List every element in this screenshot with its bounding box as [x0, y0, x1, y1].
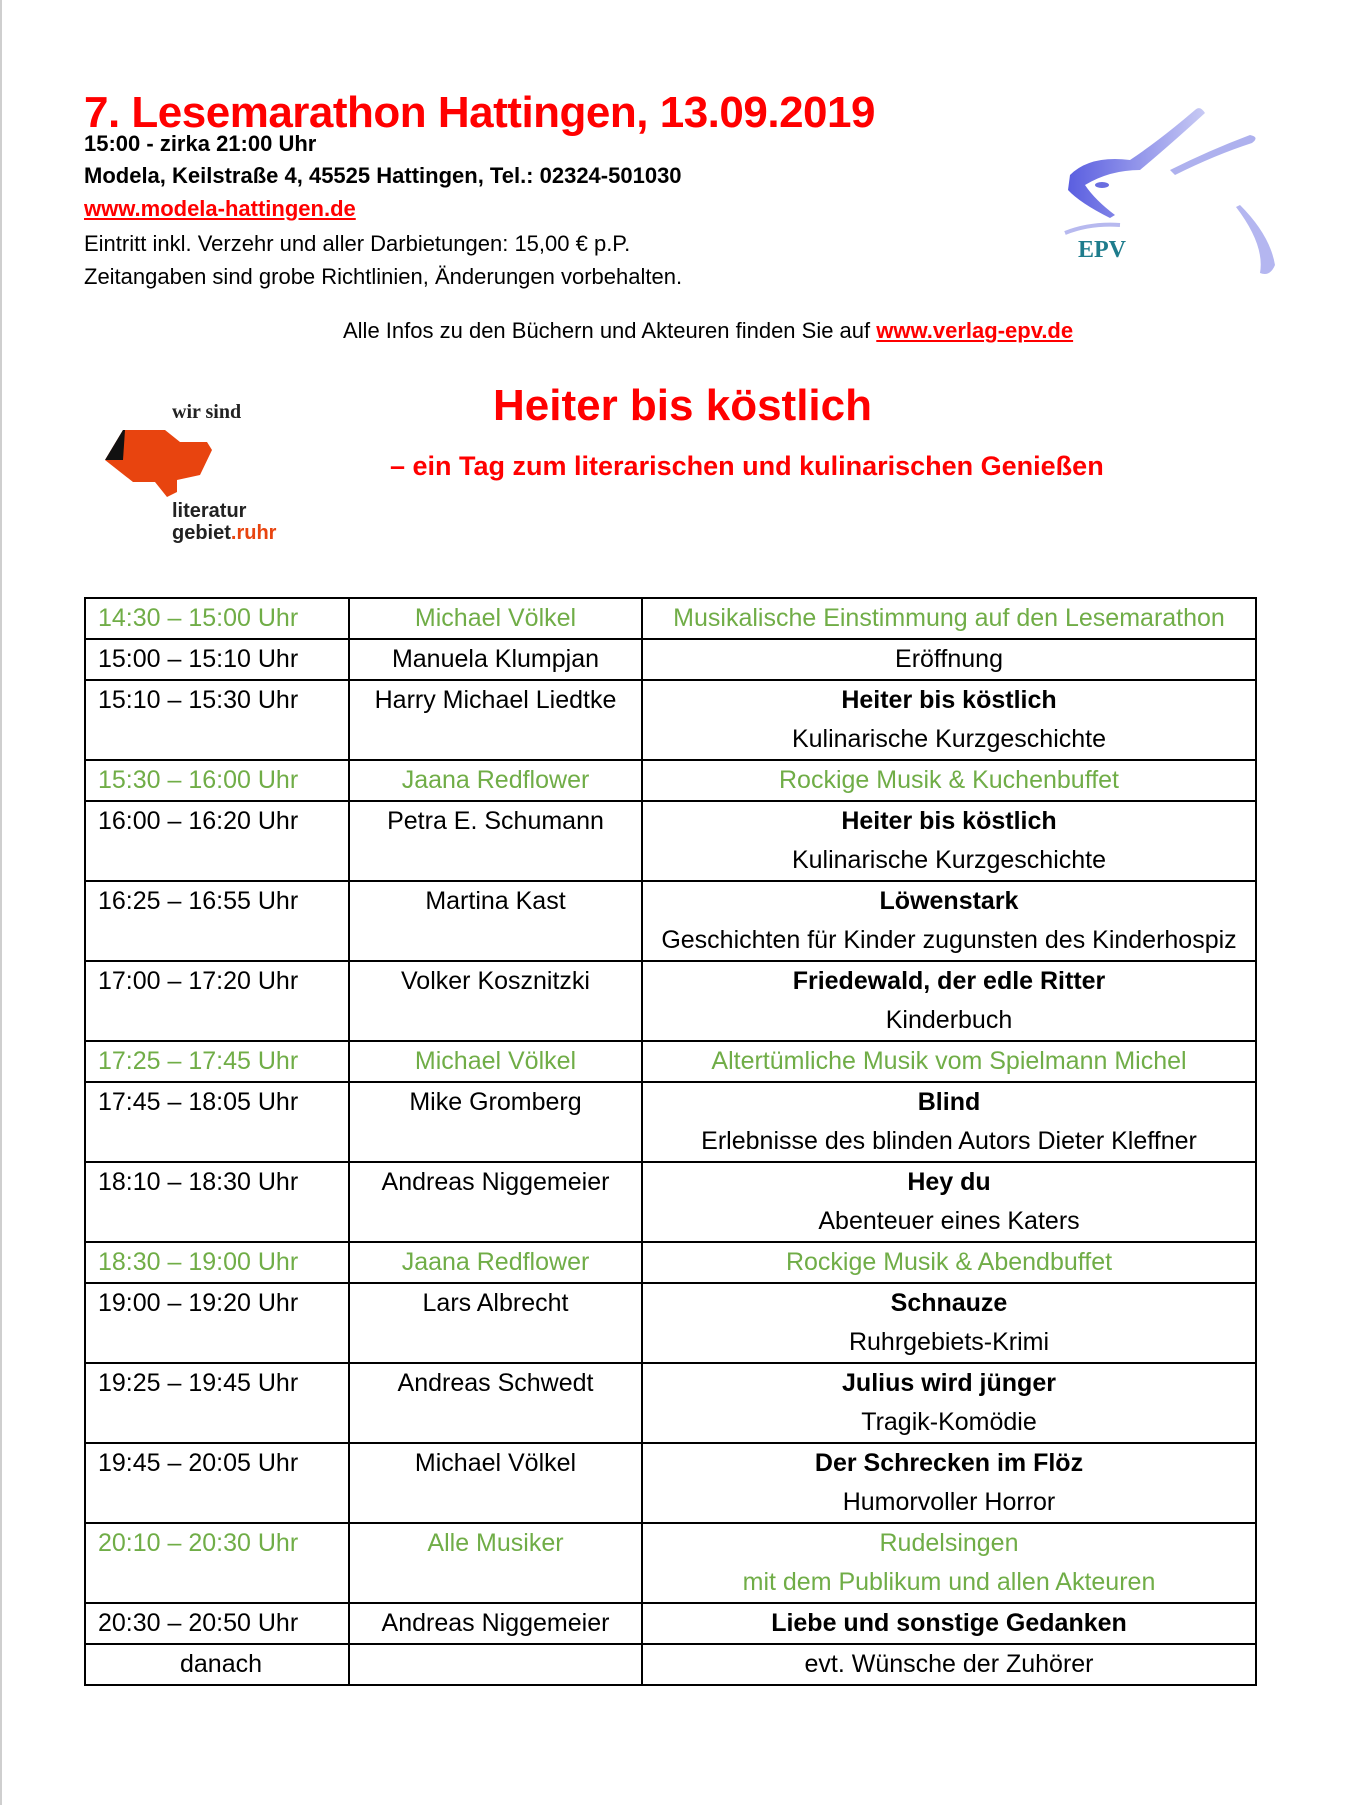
performer-cell: Manuela Klumpjan [349, 639, 642, 680]
time-cell: 17:00 – 17:20 Uhr [85, 961, 349, 1041]
program-cell [642, 1603, 1256, 1644]
program-cell [642, 1363, 1256, 1443]
table-row [85, 680, 1256, 760]
program-cell [642, 1162, 1256, 1242]
program-cell [642, 680, 1256, 760]
program-description: mit dem Publikum und allen Akteuren [742, 1568, 1156, 1596]
program-description: Tragik-Komödie [861, 1408, 1037, 1436]
performer-cell: Michael Völkel [349, 1041, 642, 1082]
program-description: Ruhrgebiets-Krimi [848, 1328, 1050, 1356]
logo-literatur-text [172, 500, 276, 544]
table-row [85, 1644, 1256, 1685]
program-cell [642, 1283, 1256, 1363]
program-cell [642, 1242, 1256, 1283]
table-row [85, 1082, 1256, 1162]
time-cell: 17:25 – 17:45 Uhr [85, 1041, 349, 1082]
program-cell [642, 801, 1256, 881]
disclaimer-text: Zeitangaben sind grobe Richtlinien, Änderungen vorbehalten. [84, 264, 683, 289]
program-description: Musikalische Einstimmung auf den Lesemarathon [673, 604, 1225, 632]
program-cell [642, 961, 1256, 1041]
program-description: Altertümliche Musik vom Spielmann Michel [711, 1047, 1187, 1075]
time-cell: 19:00 – 19:20 Uhr [85, 1283, 349, 1363]
time-cell: 18:10 – 18:30 Uhr [85, 1162, 349, 1242]
program-cell [642, 1082, 1256, 1162]
program-title: Julius wird jünger [842, 1369, 1056, 1397]
time-cell: 15:00 – 15:10 Uhr [85, 639, 349, 680]
performer-cell: Michael Völkel [349, 1443, 642, 1523]
program-description: Kulinarische Kurzgeschichte [791, 725, 1107, 753]
ruhr-map-icon [105, 430, 215, 498]
table-row [85, 881, 1256, 961]
table-row [85, 1603, 1256, 1644]
time-cell: danach [85, 1644, 349, 1685]
performer-cell: Lars Albrecht [349, 1283, 642, 1363]
program-description: evt. Wünsche der Zuhörer [804, 1650, 1094, 1678]
logo-line-1: literatur [172, 500, 247, 522]
time-cell: 19:45 – 20:05 Uhr [85, 1443, 349, 1523]
schedule-table [84, 597, 1257, 1686]
time-cell: 14:30 – 15:00 Uhr [85, 598, 349, 639]
performer-cell [349, 1644, 642, 1685]
program-title: Heiter bis köstlich [841, 807, 1057, 835]
time-cell: 19:25 – 19:45 Uhr [85, 1363, 349, 1443]
performer-cell: Volker Kosznitzki [349, 961, 642, 1041]
time-cell: 16:25 – 16:55 Uhr [85, 881, 349, 961]
time-cell: 17:45 – 18:05 Uhr [85, 1082, 349, 1162]
program-title: Liebe und sonstige Gedanken [771, 1609, 1127, 1637]
logo-wir-sind: wir sind [172, 401, 242, 423]
program-description: Eröffnung [895, 645, 1003, 673]
table-row [85, 1523, 1256, 1603]
performer-cell: Andreas Niggemeier [349, 1162, 642, 1242]
program-title: Friedewald, der edle Ritter [792, 967, 1106, 995]
table-row [85, 1283, 1256, 1363]
program-description: Rockige Musik & Kuchenbuffet [778, 766, 1119, 794]
table-row [85, 1162, 1256, 1242]
epv-rabbit-icon [1020, 85, 1290, 285]
program-cell [642, 760, 1256, 801]
performer-cell: Jaana Redflower [349, 760, 642, 801]
program-description: Kulinarische Kurzgeschichte [791, 846, 1107, 874]
program-description: Erlebnisse des blinden Autors Dieter Kleffner [701, 1127, 1197, 1155]
event-time: 15:00 - zirka 21:00 Uhr [84, 131, 317, 156]
performer-cell: Jaana Redflower [349, 1242, 642, 1283]
program-title: Rudelsingen [879, 1529, 1019, 1557]
time-cell: 20:30 – 20:50 Uhr [85, 1603, 349, 1644]
table-row [85, 1443, 1256, 1523]
table-row [85, 1041, 1256, 1082]
time-cell: 16:00 – 16:20 Uhr [85, 801, 349, 881]
program-cell [642, 1443, 1256, 1523]
performer-cell: Petra E. Schumann [349, 801, 642, 881]
performer-cell: Alle Musiker [349, 1523, 642, 1603]
program-description: Rockige Musik & Abendbuffet [785, 1248, 1113, 1276]
table-row [85, 598, 1256, 639]
program-description: Humorvoller Horror [842, 1488, 1056, 1516]
time-cell: 20:10 – 20:30 Uhr [85, 1523, 349, 1603]
program-cell [642, 1644, 1256, 1685]
program-description: Geschichten für Kinder zugunsten des Kinderhospiz [661, 926, 1237, 954]
venue-website-link[interactable]: www.modela-hattingen.de [84, 196, 356, 221]
table-row [85, 1363, 1256, 1443]
admission-text: Eintritt inkl. Verzehr und aller Darbietungen: 15,00 € p.P. [84, 231, 631, 256]
program-description: Kinderbuch [885, 1006, 1013, 1034]
page-edge [0, 0, 2, 1805]
table-row [85, 760, 1256, 801]
program-title: Blind [917, 1088, 981, 1116]
performer-cell: Andreas Niggemeier [349, 1603, 642, 1644]
performer-cell: Harry Michael Liedtke [349, 680, 642, 760]
event-address: Modela, Keilstraße 4, 45525 Hattingen, Tel.: 02324-501030 [84, 163, 682, 188]
program-description: Abenteuer eines Katers [818, 1207, 1080, 1235]
epv-logo-text: EPV [1078, 237, 1126, 263]
program-cell [642, 881, 1256, 961]
publisher-website-link[interactable]: www.verlag-epv.de [876, 318, 1074, 343]
program-title: Löwenstark [879, 887, 1019, 915]
performer-cell: Andreas Schwedt [349, 1363, 642, 1443]
performer-cell: Michael Völkel [349, 598, 642, 639]
time-cell: 15:30 – 16:00 Uhr [85, 760, 349, 801]
program-title: Schnauze [890, 1289, 1008, 1317]
time-cell: 15:10 – 15:30 Uhr [85, 680, 349, 760]
program-title: Der Schrecken im Flöz [814, 1449, 1084, 1477]
epv-logo [1020, 85, 1290, 285]
program-title: Hey du [907, 1168, 991, 1196]
page-title: 7. Lesemarathon Hattingen, 13.09.2019 [84, 88, 875, 137]
table-row [85, 1242, 1256, 1283]
table-row [85, 961, 1256, 1041]
table-row [85, 639, 1256, 680]
logo-line-2b: .ruhr [230, 522, 277, 544]
logo-line-2a: gebiet [172, 522, 231, 544]
program-cell [642, 1523, 1256, 1603]
performer-cell: Martina Kast [349, 881, 642, 961]
performer-cell: Mike Gromberg [349, 1082, 642, 1162]
table-row [85, 801, 1256, 881]
program-cell [642, 1041, 1256, 1082]
program-cell [642, 598, 1256, 639]
info-prefix: Alle Infos zu den Büchern und Akteuren finden Sie auf [343, 318, 877, 343]
motto-subtitle: – ein Tag zum literarischen und kulinarischen Genießen [390, 451, 1104, 481]
program-cell [642, 639, 1256, 680]
info-line [343, 318, 1073, 344]
motto-title: Heiter bis köstlich [492, 381, 872, 430]
time-cell: 18:30 – 19:00 Uhr [85, 1242, 349, 1283]
program-title: Heiter bis köstlich [841, 686, 1057, 714]
